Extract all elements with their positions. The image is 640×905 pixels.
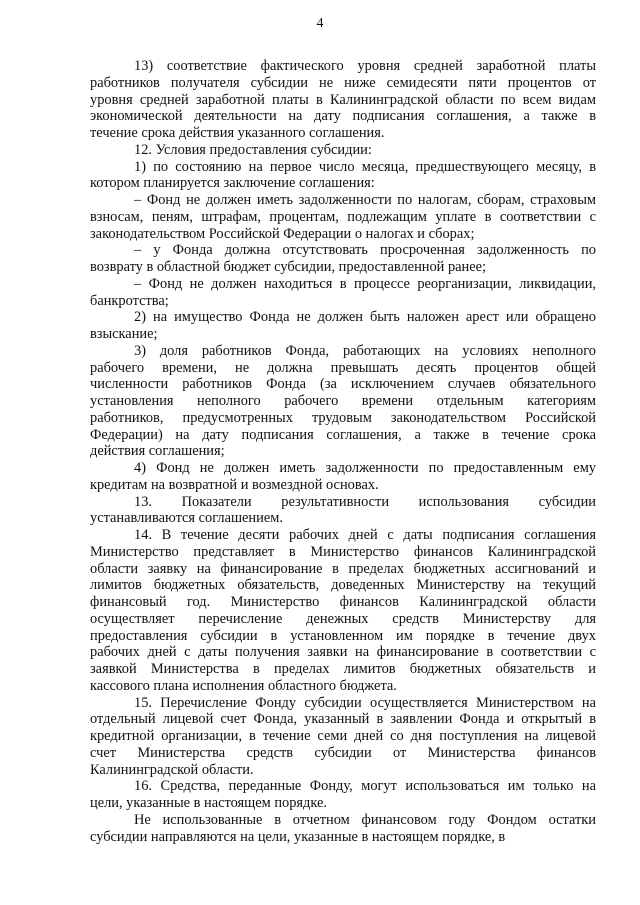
text-line: осуществляет перечисление денежных средств Министерству для (90, 610, 596, 627)
paragraph (90, 460, 596, 494)
text-line: численности работников Фонда (за исключением случаев обязательного (90, 376, 596, 393)
text-line: котором планируется заключение соглашения: (90, 175, 375, 192)
page-number: 4 (316, 16, 324, 31)
text-line: 14. В течение десяти рабочих дней с даты подписания соглашения (134, 527, 596, 543)
text-line: 15. Перечисление Фонду субсидии осуществляется Министерством на (134, 694, 596, 711)
text-line: Калининградской области. (90, 761, 254, 778)
text-line: течение срока действия указанного соглашения. (90, 125, 385, 141)
text-line: – Фонд не должен находиться в процессе реорганизации, ликвидации, (134, 275, 596, 292)
text-line: – Фонд не должен иметь задолженности по налогам, сборам, страховым (134, 192, 596, 208)
text-line: действия соглашения; (90, 443, 225, 460)
paragraph (90, 159, 596, 193)
text-line: 1) по состоянию на первое число месяца, предшествующего месяцу, в (134, 158, 596, 175)
paragraph (90, 695, 596, 779)
paragraph (90, 343, 596, 460)
text-line: цели, указанные в настоящем порядке. (90, 795, 327, 811)
paragraph (90, 812, 596, 846)
paragraph (90, 527, 596, 695)
text-line: 2) на имущество Фонда не должен быть наложен арест или обращено (134, 309, 596, 326)
text-line: Министерство представляет в Министерство финансов Калининградской (90, 543, 596, 560)
text-line: финансовый год. Министерство финансов Калининградской области (90, 594, 596, 610)
text-line: счет Министерства средств субсидии от Министерства финансов (90, 744, 596, 761)
paragraph (90, 309, 596, 343)
text-line: 13. Показатели результативности использования субсидии (134, 493, 596, 510)
text-line: установления неполного рабочего времени отдельным категориям (90, 393, 596, 409)
text-line: взыскание; (90, 326, 158, 342)
text-line: экономической деятельности на дату подписания соглашения, а также в (90, 108, 596, 125)
text-line: заявкой Министерства в пределах лимитов бюджетных обязательств и (90, 661, 596, 677)
text-line: 13) соответствие фактического уровня средней заработной платы (134, 58, 596, 74)
paragraph (90, 142, 596, 159)
text-line: кредитам на возвратной и возмездной основах. (90, 476, 379, 493)
text-line: 16. Средства, переданные Фонду, могут использоваться им только на (134, 778, 596, 795)
text-line: рабочего времени, не должна превышать десять процентов общей (90, 359, 596, 376)
paragraph (90, 494, 596, 528)
paragraph (90, 276, 596, 310)
text-line: Не использованные в отчетном финансовом году Фондом остатки (134, 811, 596, 828)
text-line: банкротства; (90, 292, 169, 309)
paragraph (90, 778, 596, 812)
text-line: устанавливаются соглашением. (90, 510, 283, 527)
text-line: лимитов бюджетных обязательств, доведенных Министерству на текущий (90, 577, 596, 594)
document-body (90, 58, 596, 845)
text-line: Федерации) на дату подписания соглашения, а также в течение срока (90, 426, 596, 443)
text-line: 12. Условия предоставления субсидии: (134, 141, 372, 158)
text-line: работников, предусмотренных трудовым законодательством Российской (90, 409, 596, 426)
text-line: кассового плана исполнения областного бюджета. (90, 677, 397, 694)
text-line: 3) доля работников Фонда, работающих на условиях неполного (134, 342, 596, 359)
text-line: рабочих дней с даты получения заявки на финансирование в соответствии с (90, 644, 596, 661)
text-line: уровня средней заработной платы в Калининградской области по всем видам (90, 91, 596, 108)
text-line: 4) Фонд не должен иметь задолженности по предоставленным ему (134, 460, 596, 476)
text-line: законодательством Российской Федерации о налогах и сборах; (90, 225, 475, 242)
text-line: субсидии направляются на цели, указанные в настоящем порядке, в (90, 828, 506, 845)
paragraph (90, 242, 596, 276)
text-line: области заявку на финансирование в пределах бюджетных ассигнований и (90, 560, 596, 577)
text-line: возврату в областной бюджет субсидии, предоставленной ранее; (90, 259, 487, 275)
text-line: взносам, пеням, штрафам, процентам, подлежащим уплате в соответствии с (90, 208, 596, 225)
text-line: отдельный лицевой счет Фонда, указанный в заявлении Фонда и открытый в (90, 711, 596, 728)
text-line: предоставления субсидии в установленном им порядке в течение двух (90, 627, 596, 644)
paragraph (90, 58, 596, 142)
text-line: кредитной организации, в течение семи дней со дня поступления на лицевой (90, 728, 596, 744)
text-line: – у Фонда должна отсутствовать просроченная задолженность по (134, 242, 596, 259)
paragraph (90, 192, 596, 242)
text-line: работников получателя субсидии не ниже семидесяти пяти процентов от (90, 74, 596, 91)
